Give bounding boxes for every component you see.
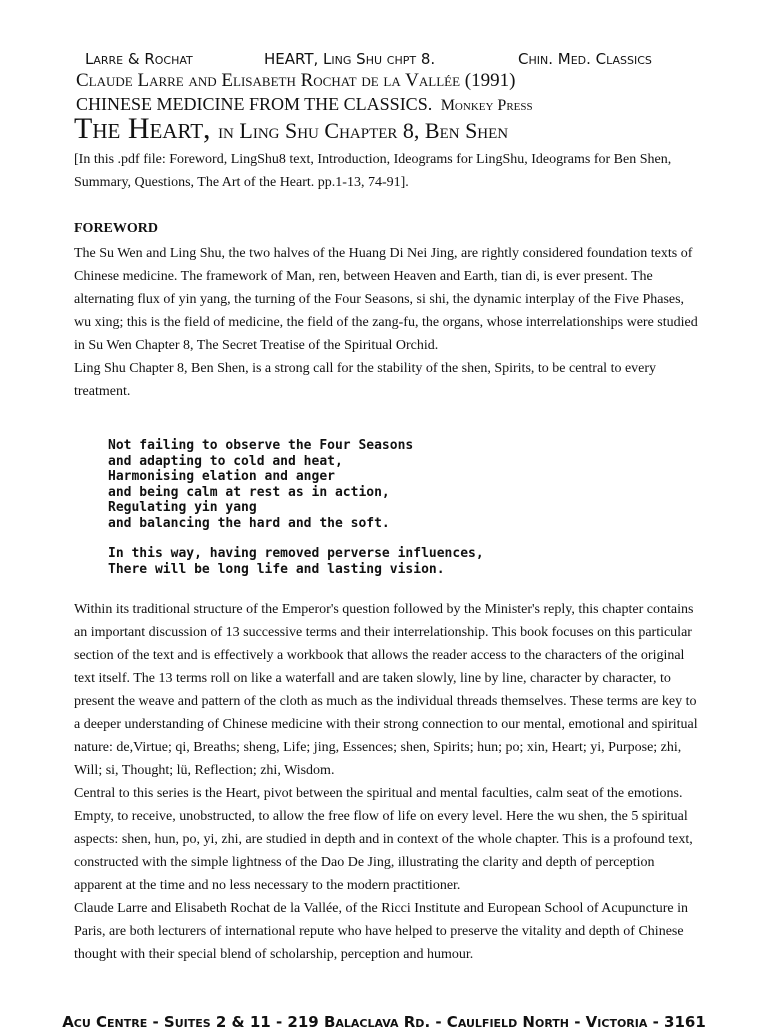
- running-header-right: Chin. Med. Classics: [518, 50, 652, 68]
- verse-line: There will be long life and lasting vision.: [108, 561, 445, 577]
- verse-line: and being calm at rest as in action,: [108, 484, 390, 500]
- publisher: Monkey Press: [440, 97, 533, 114]
- verse-line: and balancing the hard and the soft.: [108, 515, 390, 531]
- foreword-intro: [74, 242, 698, 403]
- page-title-main: The Heart,: [74, 112, 211, 145]
- running-header: [0, 50, 768, 70]
- verse-stanza-2: [108, 546, 528, 577]
- running-header-left: Larre & Rochat: [85, 50, 193, 68]
- page-title-sub: in Ling Shu Chapter 8, Ben Shen: [218, 118, 509, 143]
- authors-line: Claude Larre and Elisabeth Rochat de la Vallée (1991): [76, 70, 516, 91]
- book-title: CHINESE MEDICINE FROM THE CLASSICS.: [76, 94, 433, 114]
- contents-note: [In this .pdf file: Foreword, LingShu8 text, Introduction, Ideograms for LingShu, Ideograms for Ben Shen, Summary, Questions, The Art of the Heart. pp.1-13, 74-91].: [74, 152, 672, 190]
- paragraph: Claude Larre and Elisabeth Rochat de la Vallée, of the Ricci Institute and European School of Acupuncture in Paris, are both lecturers of international repute who have helped to preserve the vitality and depth of Chinese thought with their special blend of scholarship, perception and humour.: [74, 901, 688, 962]
- verse-line: Harmonising elation and anger: [108, 469, 335, 484]
- page-title: [74, 111, 764, 149]
- verse-line: Not failing to observe the Four Seasons: [108, 438, 414, 453]
- paragraph: The Su Wen and Ling Shu, the two halves of the Huang Di Nei Jing, are rightly considered foundation texts of Chinese medicine. The framework of Man, ren, between Heaven and Earth, tian di, is ever present. The alternating flux of yin yang, the turning of the Four Seasons, si shi, the dynamic interplay of the Five Phases, wu xing; this is the field of medicine, the field of the zang-fu, the organs, whose interrelationships were studied in Su Wen Chapter 8, The Secret Treatise of the Spiritual Orchid.: [74, 246, 698, 353]
- verse-line: and adapting to cold and heat,: [108, 453, 343, 469]
- foreword-body: [74, 598, 698, 966]
- verse-line: Regulating yin yang: [108, 500, 257, 515]
- section-heading-foreword: FOREWORD: [74, 221, 158, 236]
- paragraph: Ling Shu Chapter 8, Ben Shen, is a strong call for the stability of the shen, Spirits, to be central to every treatment.: [74, 361, 657, 399]
- paragraph: Central to this series is the Heart, pivot between the spiritual and mental faculties, calm seat of the emotions. Empty, to receive, unobstructed, to allow the free flow of life on every level. Here the wu shen, the 5 spiritual aspects: shen, hun, po, yi, zhi, are studied in depth and in context of the whole chapter. This is a profound text, constructed with the simple lightness of the Dao De Jing, illustrating the clarity and depth of perception apparent at the time and no less necessary to the modern practitioner.: [74, 786, 693, 893]
- verse-stanza-1: [108, 438, 528, 531]
- running-header-center: HEART, Ling Shu chpt 8.: [264, 50, 436, 68]
- page-footer: Acu Centre - Suites 2 & 11 - 219 Balaclava Rd. - Caulfield North - Victoria - 3161: [62, 1013, 706, 1031]
- paragraph: Within its traditional structure of the Emperor's question followed by the Minister's reply, this chapter contains an important discussion of 13 successive terms and their interrelationship. This book focuses on this particular section of the text and is effectively a workbook that allows the reader access to the characters of the original text itself. The 13 terms roll on like a waterfall and are taken slowly, line by line, character by character, to present the weave and pattern of the cloth as much as the individual threads themselves. These terms are key to a deeper understanding of Chinese medicine with their strong connection to our mental, emotional and spiritual nature: de,Virtue; qi, Breaths; sheng, Life; jing, Essences; shen, Spirits; hun; po; xin, Heart; yi, Purpose; zhi, Will; si, Thought; lü, Reflection; zhi, Wisdom.: [74, 602, 698, 778]
- verse-line: In this way, having removed perverse influences,: [108, 546, 484, 561]
